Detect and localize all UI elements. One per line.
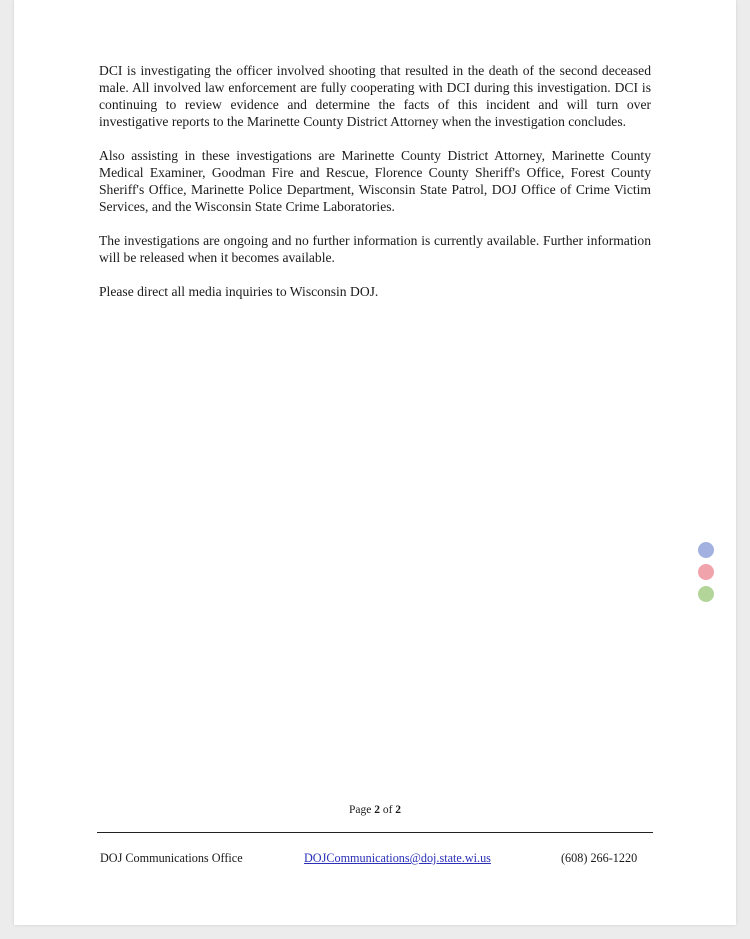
paragraph-dci-investigation: DCI is investigating the officer involved shooting that resulted in the death of the second deceased male. All involved law enforcement are fully cooperating with DCI during this investigation. DCI is continuing to review evidence and determine the facts of this incident and will turn over investigative reports to the Marinette County District Attorney when the investigation concludes. [99, 63, 651, 129]
footer-divider [97, 832, 653, 833]
page-number [14, 804, 736, 816]
footer-phone-number: (608) 266-1220 [561, 851, 638, 865]
paragraph-media-inquiries: Please direct all media inquiries to Wisconsin DOJ. [99, 284, 379, 299]
page-number-total: 2 [395, 804, 402, 816]
footer-office-name: DOJ Communications Office [100, 851, 243, 865]
paragraph-assisting-agencies: Also assisting in these investigations are Marinette County District Attorney, Marinette County Medical Examiner, Goodman Fire and Rescue, Florence County Sheriff's Office, Forest County Sheriff's Office, Marinette Police Department, Wisconsin State Patrol, DOJ Office of Crime Victim Services, and the Wisconsin State Crime Laboratories. [99, 148, 651, 214]
green-dot-icon[interactable] [698, 586, 714, 602]
floating-dot-menu[interactable] [698, 542, 714, 608]
paragraph-ongoing-investigation: The investigations are ongoing and no further information is currently available. Further information will be released when it becomes available. [99, 233, 651, 265]
page-number-current: 2 [374, 804, 380, 816]
page-number-prefix: Page [348, 804, 375, 816]
red-dot-icon[interactable] [698, 564, 714, 580]
blue-dot-icon[interactable] [698, 542, 714, 558]
footer-email-link[interactable]: DOJCommunications@doj.state.wi.us [304, 851, 491, 865]
document-body [99, 62, 651, 317]
document-page [14, 0, 736, 925]
page-number-middle: of [379, 804, 396, 816]
